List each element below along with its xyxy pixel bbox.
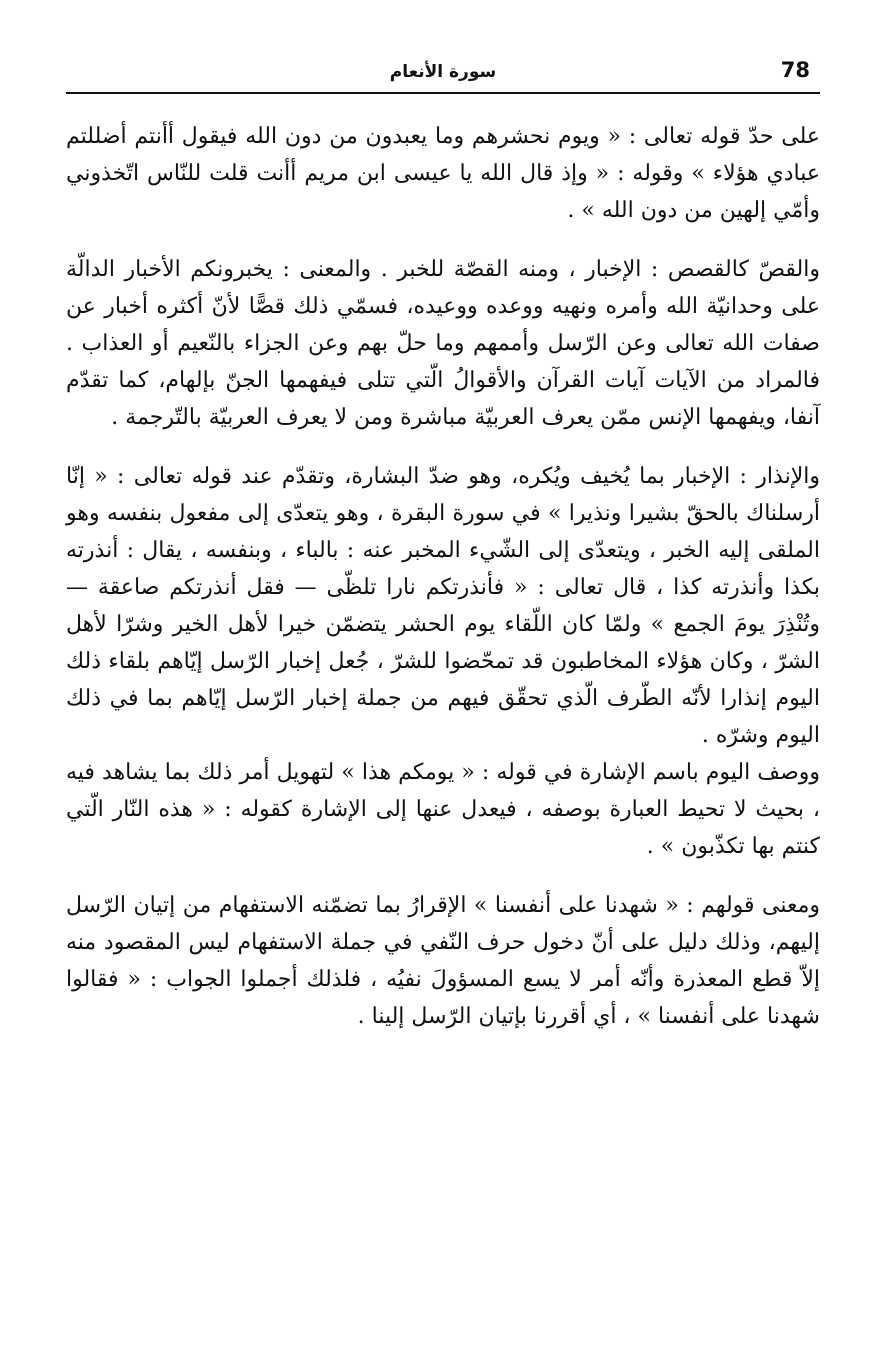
- page-body: [66, 118, 820, 1057]
- paragraph-2: والقصّ كالقصص : الإخبار ، ومنه القصّة للخبر . والمعنى : يخبرونكم الأخبار الدالّة على وحدانيّة الله وأمره ونهيه ووعده ووعيده، فسمّي ذلك قصًّا لأنّ أكثره أخبار عن صفات الله تعالى وعن الرّسل وأممهم وما حلّ بهم وعن الجزاء بالنّعيم أو العذاب . فالمراد من الآيات آيات القرآن والأقوالُ الّتي تتلى فيفهمها الجنّ بإلهام، كما تقدّم آنفا، ويفهمها الإنس ممّن يعرف العربيّة مباشرة ومن لا يعرف العربيّة بالتّرجمة .: [66, 257, 820, 430]
- page-number: 78: [780, 58, 810, 82]
- paragraph-4: ووصف اليوم باسم الإشارة في قوله : « يومكم هذا » لتهويل أمر ذلك بما يشاهد فيه ، بحيث لا تحيط العبارة بوصفه ، فيعدل عنها إلى الإشارة كقوله : « هذه النّار الّتي كنتم بها تكذّبون » .: [66, 760, 820, 859]
- paragraph-3: والإنذار : الإخبار بما يُخيف ويُكره، وهو ضدّ البشارة، وتقدّم عند قوله تعالى : « إنّا أرسلناك بالحقّ بشيرا ونذيرا » في سورة البقرة ، وهو يتعدّى إلى مفعول بنفسه وهو الملقى إليه الخبر ، ويتعدّى إلى الشّيء المخبر عنه : بالباء ، وبنفسه ، يقال : أنذرته بكذا وأنذرته كذا ، قال تعالى : « فأنذرتكم نارا تلظّى — فقل أنذرتكم صاعقة — وتُنْذِرَ يومَ الجمع » ولمّا كان اللّقاء يوم الحشر يتضمّن خيرا لأهل الخير وشرّا لأهل الشرّ ، وكان هؤلاء المخاطبون قد تمحّضوا للشرّ ، جُعل إخبار الرّسل إيّاهم بلقاء ذلك اليوم إنذارا لأنّه الطّرف الّذي تحقّق فيهم من جملة إخبار الرّسل إيّاهم بما في ذلك اليوم وشرّه .: [66, 464, 820, 748]
- page-header: [66, 52, 820, 94]
- running-title: سورة الأنعام: [389, 62, 497, 82]
- header-divider: [66, 92, 820, 94]
- paragraph-5: ومعنى قولهم : « شهدنا على أنفسنا » الإقرارُ بما تضمّنه الاستفهام من إتيان الرّسل إليهم، وذلك دليل على أنّ دخول حرف النّفي في جملة الاستفهام ليس المقصود منه إلاّ قطع المعذرة وأنّه أمر لا يسع المسؤولَ نفيُه ، فلذلك أجملوا الجواب : « فقالوا شهدنا على أنفسنا » ، أي أقررنا بإتيان الرّسل إلينا .: [66, 893, 820, 1029]
- paragraph-1: على حدّ قوله تعالى : « ويوم نحشرهم وما يعبدون من دون الله فيقول أأنتم أضللتم عبادي هؤلاء » وقوله : « وإذ قال الله يا عيسى ابن مريم أأنت قلت للنّاس اتّخذوني وأمّي إلهين من دون الله » .: [66, 124, 820, 223]
